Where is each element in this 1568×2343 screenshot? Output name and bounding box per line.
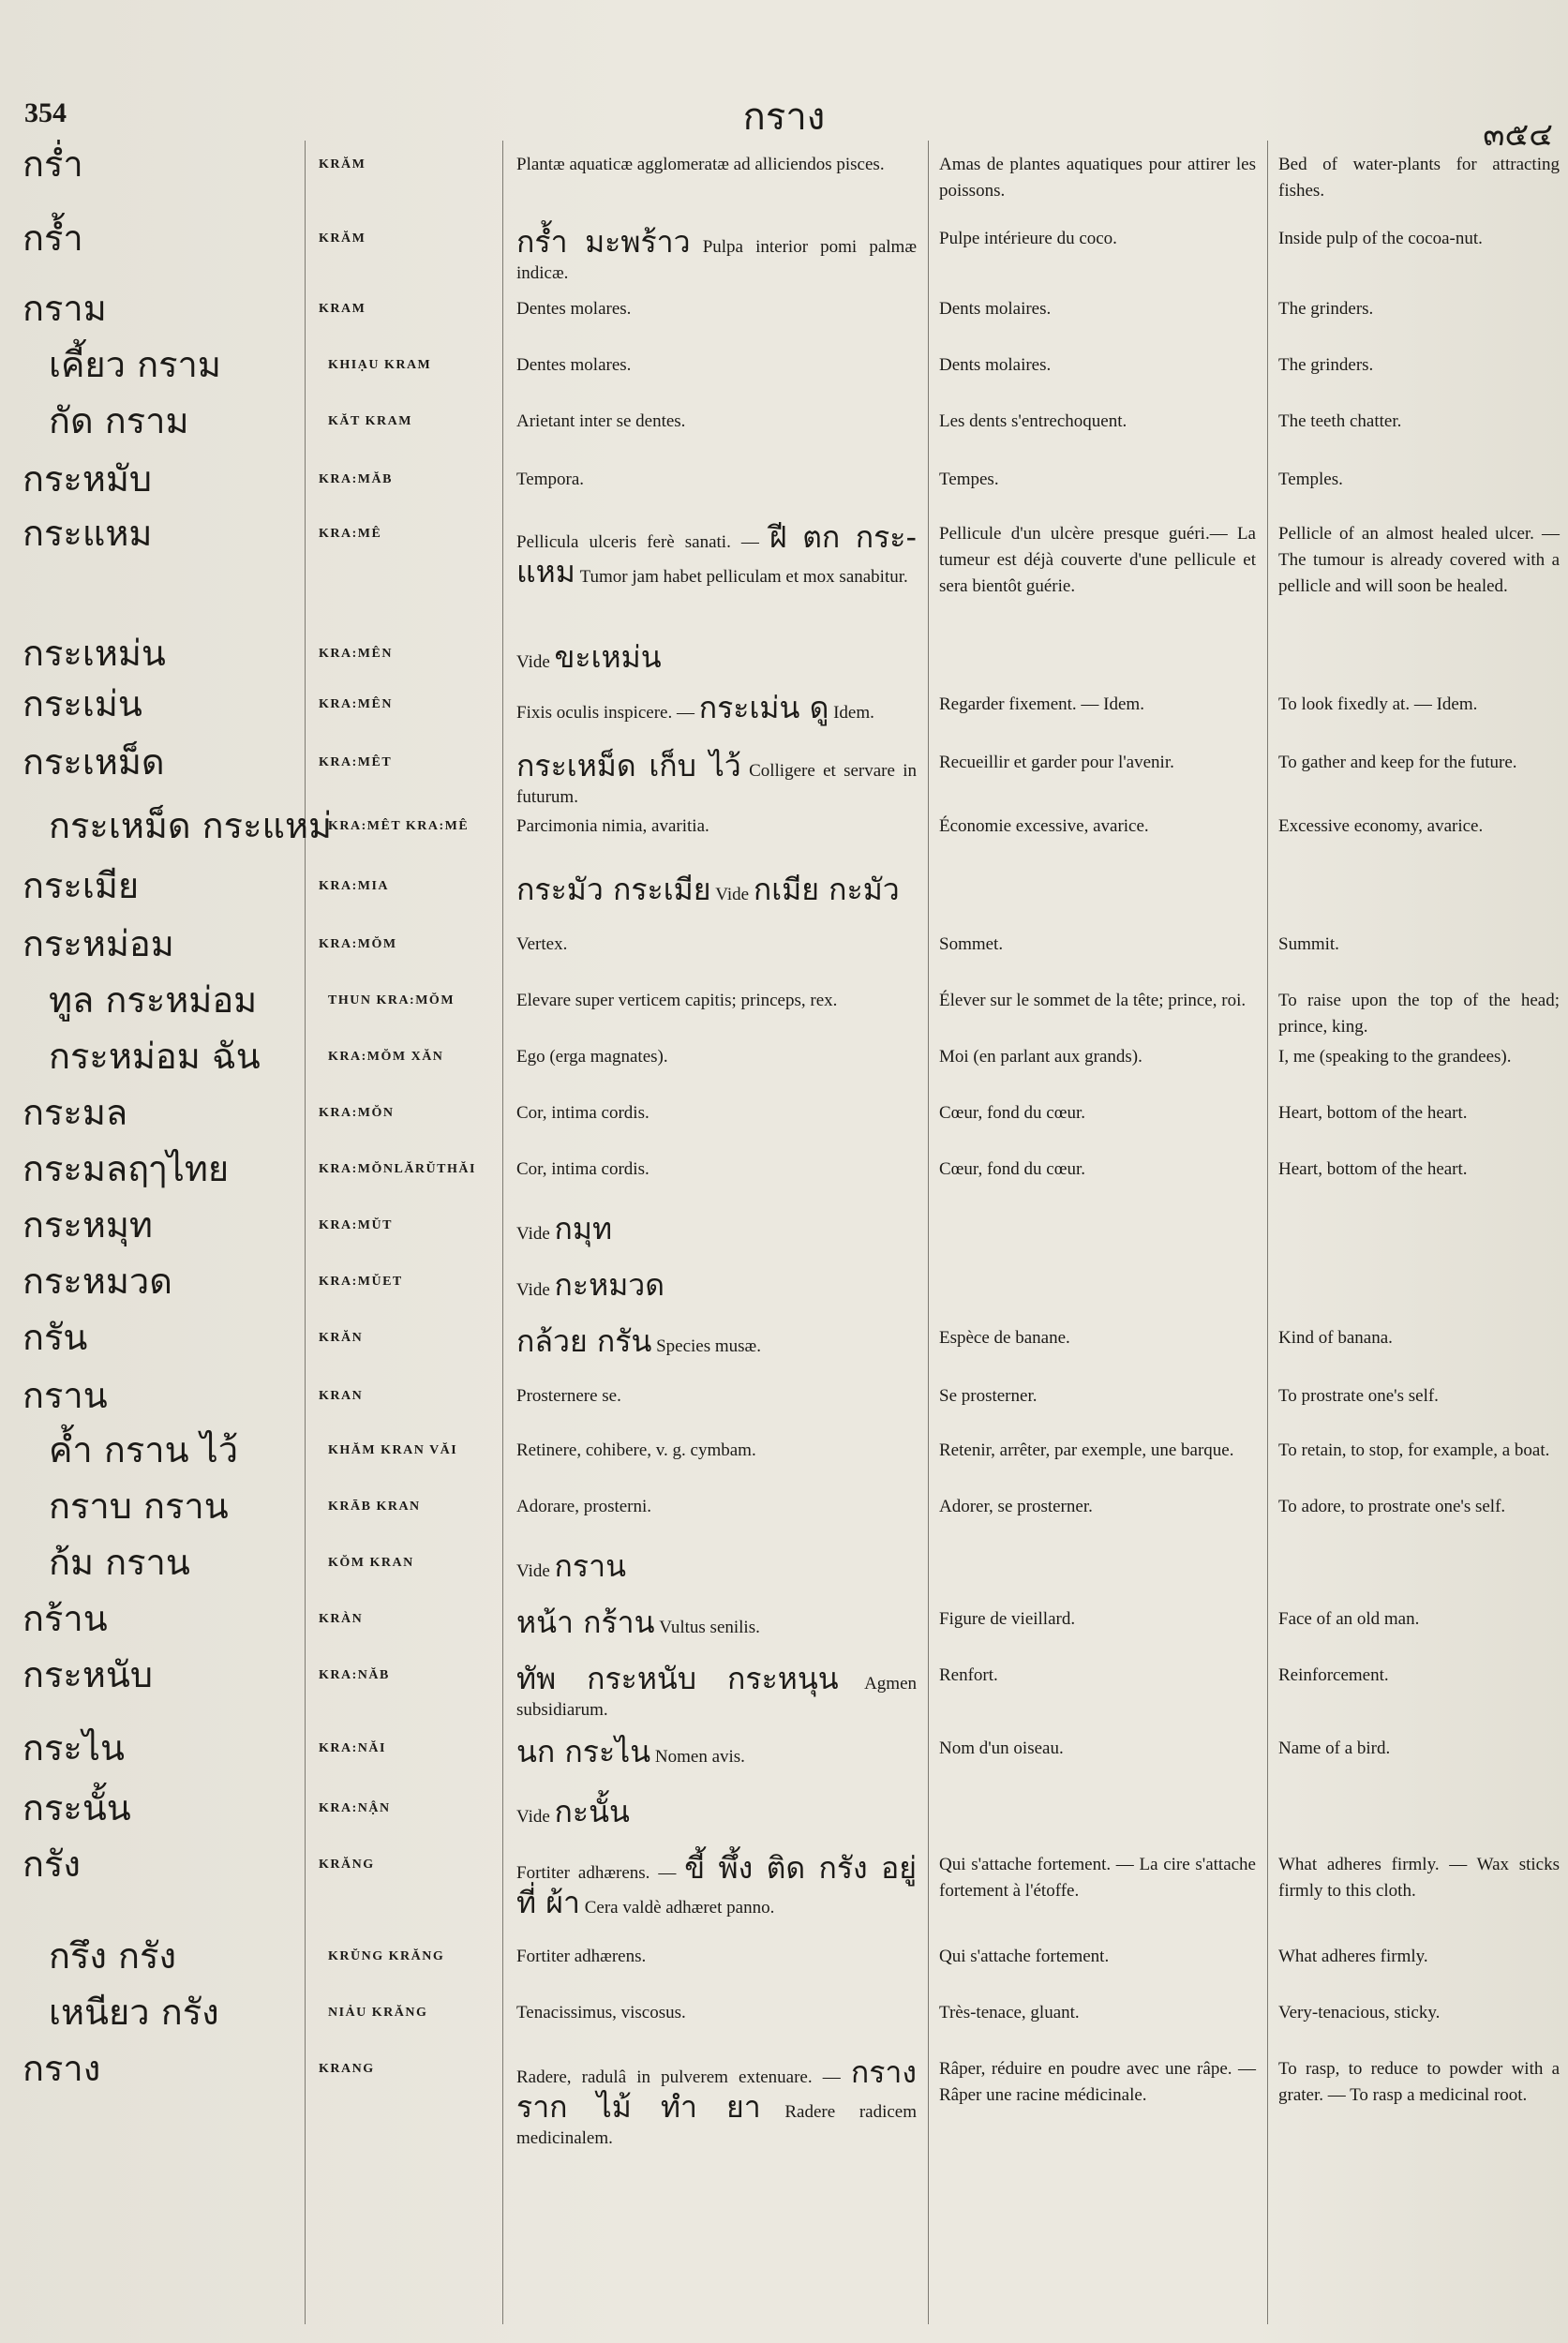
page-number-left: 354 bbox=[24, 97, 67, 128]
entry-transliteration: KHĂM KRAN VĂI bbox=[328, 1443, 458, 1457]
entry-latin bbox=[516, 988, 917, 1014]
entry-transliteration: KRA:NĂB bbox=[319, 1668, 390, 1682]
entry-english: Reinforcement. bbox=[1278, 1665, 1389, 1685]
entry-french: Figure de vieillard. bbox=[939, 1609, 1076, 1629]
entry-transliteration: KRA:MÊN bbox=[319, 697, 393, 711]
entry-french: Qui s'attache fortement. bbox=[939, 1947, 1110, 1966]
entry-transliteration: KRA:NẬN bbox=[319, 1801, 391, 1815]
entry-transliteration: KRŬNG KRĂNG bbox=[328, 1949, 445, 1963]
latin-text: Radere, radulâ in pulverem extenuare. — bbox=[516, 2067, 841, 2087]
latin-text: Fixis oculis inspicere. — bbox=[516, 703, 694, 723]
latin-text: Idem. bbox=[833, 703, 874, 723]
latin-thai-phrase: กระเม่น ดู bbox=[698, 690, 829, 725]
entry-headword: กราบ กราน bbox=[49, 1485, 229, 1527]
latin-text: Agmen subsidiarum. bbox=[516, 1674, 917, 1720]
entry-french: Très-tenace, gluant. bbox=[939, 2003, 1080, 2022]
entry-transliteration: KRA:NĂI bbox=[319, 1741, 386, 1755]
entry-french: Amas de plantes aquatiques pour attirer les poissons. bbox=[939, 155, 1256, 201]
entry-french: Cœur, fond du cœur. bbox=[939, 1159, 1085, 1179]
entry-headword: กระนั้น bbox=[22, 1787, 131, 1828]
latin-text: Tumor jam habet pelliculam et mox sanabitur. bbox=[579, 567, 908, 587]
entry-transliteration: KRA:MŎM XĂN bbox=[328, 1050, 444, 1064]
entry-transliteration: KRA:MÊT bbox=[319, 755, 393, 769]
entry-transliteration: KRA:MÊN bbox=[319, 647, 393, 661]
entry-headword: เหนียว กรัง bbox=[49, 1992, 219, 2033]
entry-french: Adorer, se prosterner. bbox=[939, 1497, 1093, 1516]
latin-thai-phrase: ขี้ พึ้ง ติด กรัง อยู่ ที่ ผ้า bbox=[516, 1850, 918, 1920]
entry-french: Râper, réduire en poudre avec une râpe. — Râper une racine médicinale. bbox=[939, 2059, 1256, 2105]
entry-latin bbox=[516, 1736, 917, 1770]
entry-headword: กระหนับ bbox=[22, 1654, 153, 1695]
latin-text: Vultus senilis. bbox=[659, 1618, 760, 1637]
entry-headword: กราง bbox=[22, 2048, 101, 2089]
entry-transliteration: KĂT KRAM bbox=[328, 414, 412, 428]
latin-text: Parcimonia nimia, avaritia. bbox=[516, 816, 709, 836]
entry-latin bbox=[516, 1383, 917, 1410]
latin-text: Prosternere se. bbox=[516, 1386, 621, 1406]
entry-english: To look fixedly at. — Idem. bbox=[1278, 694, 1478, 714]
entry-headword: กระเหม่น bbox=[22, 633, 166, 674]
latin-thai-phrase: ทัพ กระหนับ กระหนุน bbox=[516, 1661, 839, 1696]
entry-headword: กรัง bbox=[22, 1843, 81, 1885]
entry-latin bbox=[516, 1325, 917, 1360]
latin-text: Cor, intima cordis. bbox=[516, 1103, 650, 1123]
entry-latin bbox=[516, 352, 917, 379]
entry-transliteration: THUN KRA:MŎM bbox=[328, 993, 455, 1007]
latin-text: Elevare super verticem capitis; princeps, rex. bbox=[516, 991, 838, 1010]
entry-latin bbox=[516, 226, 917, 287]
entry-transliteration: KRA:MŎN bbox=[319, 1106, 395, 1120]
latin-thai-phrase: กะนั้น bbox=[554, 1794, 630, 1829]
entry-english: Summit. bbox=[1278, 934, 1339, 954]
latin-thai-phrase: กร้ำ มะพร้าว bbox=[516, 224, 691, 260]
latin-text: Vide bbox=[516, 1280, 550, 1300]
entry-headword: กระหม่อม ฉัน bbox=[49, 1036, 261, 1077]
entry-latin bbox=[516, 1663, 917, 1724]
entry-transliteration: KRANG bbox=[319, 2062, 375, 2076]
entry-french: Dents molaires. bbox=[939, 299, 1052, 319]
latin-thai-phrase: หน้า กร้าน bbox=[516, 1604, 655, 1640]
entry-latin bbox=[516, 1852, 917, 1921]
entry-transliteration: KRĂNG bbox=[319, 1858, 375, 1872]
entry-latin bbox=[516, 1494, 917, 1520]
entry-headword: กระหมุท bbox=[22, 1204, 153, 1246]
entry-english: The grinders. bbox=[1278, 299, 1374, 319]
entry-french: Espèce de banane. bbox=[939, 1328, 1070, 1348]
latin-thai-phrase: ขะเหม่น bbox=[554, 639, 662, 675]
entry-headword: กราน bbox=[22, 1375, 108, 1416]
entry-french: Tempes. bbox=[939, 470, 999, 489]
entry-english: Bed of water-plants for attracting fishes. bbox=[1278, 155, 1560, 201]
entry-english: Kind of banana. bbox=[1278, 1328, 1393, 1348]
entry-headword: กรึง กรัง bbox=[49, 1935, 177, 1977]
column-rule bbox=[1267, 141, 1268, 2324]
column-rule bbox=[305, 141, 306, 2324]
entry-latin bbox=[516, 932, 917, 958]
entry-english: Name of a bird. bbox=[1278, 1739, 1391, 1758]
latin-text: Ego (erga magnates). bbox=[516, 1047, 668, 1067]
entry-latin bbox=[516, 2000, 917, 2026]
entry-latin bbox=[516, 813, 917, 840]
entry-transliteration: KRĀB KRAN bbox=[328, 1500, 421, 1514]
entry-english: To adore, to prostrate one's self. bbox=[1278, 1497, 1506, 1516]
latin-text: Vide bbox=[516, 1807, 550, 1827]
latin-text: Colligere et servare in futurum. bbox=[516, 761, 918, 807]
latin-text: Dentes molares. bbox=[516, 355, 632, 375]
latin-thai-phrase: นก กระไน bbox=[516, 1734, 651, 1769]
latin-text: Fortiter adhærens. — bbox=[516, 1863, 677, 1883]
entry-latin bbox=[516, 692, 917, 726]
entry-english: What adheres firmly. bbox=[1278, 1947, 1428, 1966]
latin-thai-phrase: ฝี ตก กระ-แหม bbox=[516, 519, 918, 589]
entry-transliteration: KRÀN bbox=[319, 1612, 364, 1626]
latin-thai-phrase: กราน bbox=[554, 1548, 626, 1584]
entry-latin bbox=[516, 1796, 917, 1830]
entry-transliteration: KRA:MŎNLĂRŬTHĂI bbox=[319, 1162, 476, 1176]
latin-text: Adorare, prosterni. bbox=[516, 1497, 652, 1516]
entry-headword: กรัน bbox=[22, 1317, 88, 1358]
latin-text: Vide bbox=[715, 885, 750, 904]
entry-headword: ทูล กระหม่อม bbox=[49, 979, 258, 1021]
entry-headword: กราม bbox=[22, 288, 107, 329]
entry-headword: เคี้ยว กราม bbox=[49, 344, 221, 385]
latin-thai-phrase: กล้วย กรัน bbox=[516, 1323, 652, 1359]
entry-latin bbox=[516, 409, 917, 435]
latin-text: Vide bbox=[516, 1561, 550, 1581]
latin-text: Pulpa interior pomi palmæ indicæ. bbox=[516, 237, 917, 283]
latin-thai-phrase: กระมัว กระเมีย bbox=[516, 872, 711, 907]
entry-transliteration: KRĂN bbox=[319, 1331, 364, 1345]
entry-latin bbox=[516, 1944, 917, 1970]
latin-text: Vide bbox=[516, 652, 550, 672]
entry-headword: กระเม่น bbox=[22, 683, 142, 724]
entry-french: Moi (en parlant aux grands). bbox=[939, 1047, 1142, 1067]
entry-english: To rasp, to reduce to powder with a grater. — To rasp a medicinal root. bbox=[1278, 2059, 1560, 2105]
column-rule bbox=[502, 141, 503, 2324]
latin-text: Vertex. bbox=[516, 934, 568, 954]
entry-english: Pellicle of an almost healed ulcer. — The tumour is already covered with a pellicle and will soon be healed. bbox=[1278, 524, 1560, 596]
entry-latin bbox=[516, 1044, 917, 1070]
latin-thai-phrase: กะหมวด bbox=[554, 1267, 665, 1303]
entry-latin bbox=[516, 2056, 917, 2152]
entry-english: Face of an old man. bbox=[1278, 1609, 1420, 1629]
entry-headword: กระไน bbox=[22, 1727, 125, 1768]
entry-headword: กร้ำ bbox=[22, 217, 83, 259]
entry-transliteration: KRA:MIA bbox=[319, 879, 390, 893]
entry-headword: กระหมับ bbox=[22, 458, 153, 500]
entry-transliteration: KRAM bbox=[319, 302, 366, 316]
latin-text: Tempora. bbox=[516, 470, 585, 489]
entry-headword: กระแหม bbox=[22, 513, 153, 554]
entry-english: Temples. bbox=[1278, 470, 1343, 489]
entry-latin bbox=[516, 873, 917, 908]
entry-french: Pellicule d'un ulcère presque guéri.— La tumeur est déjà couverte d'une pellicule et sera bientôt guérie. bbox=[939, 524, 1256, 596]
latin-text: Cor, intima cordis. bbox=[516, 1159, 650, 1179]
entry-headword: กระเหม็ด bbox=[22, 741, 165, 783]
latin-text: Cera valdè adhæret panno. bbox=[584, 1898, 775, 1918]
latin-text: Dentes molares. bbox=[516, 299, 632, 319]
column-rule bbox=[928, 141, 929, 2324]
entry-english: Excessive economy, avarice. bbox=[1278, 816, 1484, 836]
entry-latin bbox=[516, 1438, 917, 1464]
entry-headword: กัด กราม bbox=[49, 400, 189, 441]
latin-text: Radere radicem medicinalem. bbox=[516, 2102, 918, 2148]
entry-french: Économie excessive, avarice. bbox=[939, 816, 1149, 836]
entry-latin bbox=[516, 1157, 917, 1183]
entry-latin bbox=[516, 1606, 917, 1641]
entry-headword: กระเมีย bbox=[22, 865, 140, 906]
entry-english: To prostrate one's self. bbox=[1278, 1386, 1439, 1406]
entry-latin bbox=[516, 1100, 917, 1127]
entry-french: Regarder fixement. — Idem. bbox=[939, 694, 1144, 714]
entry-french: Recueillir et garder pour l'avenir. bbox=[939, 753, 1174, 772]
entry-latin bbox=[516, 1213, 917, 1247]
entry-transliteration: KRAN bbox=[319, 1389, 364, 1403]
entry-headword: กร่ำ bbox=[22, 143, 83, 185]
page-header bbox=[0, 86, 1568, 154]
latin-text: Species musæ. bbox=[656, 1336, 761, 1356]
latin-text: Arietant inter se dentes. bbox=[516, 411, 686, 431]
entry-headword: กระมลฤๅไทย bbox=[22, 1148, 230, 1189]
entry-french: Dents molaires. bbox=[939, 355, 1052, 375]
entry-headword: ก้ม กราน bbox=[49, 1542, 190, 1583]
entry-english: I, me (speaking to the grandees). bbox=[1278, 1047, 1512, 1067]
entry-transliteration: KRA:MŬT bbox=[319, 1218, 393, 1232]
latin-text: Plantæ aquaticæ agglomeratæ ad alliciendos pisces. bbox=[516, 155, 885, 174]
latin-thai-phrase: กเมีย กะมัว bbox=[753, 872, 900, 907]
latin-thai-phrase: กราง ราก ไม้ ทำ ยา bbox=[516, 2054, 918, 2125]
entry-latin bbox=[516, 521, 917, 590]
entry-french: Cœur, fond du cœur. bbox=[939, 1103, 1085, 1123]
latin-text: Fortiter adhærens. bbox=[516, 1947, 647, 1966]
entry-transliteration: KHIẠU KRAM bbox=[328, 358, 432, 372]
latin-text: Nomen avis. bbox=[654, 1747, 745, 1767]
entry-transliteration: KRA:MŬET bbox=[319, 1275, 403, 1289]
entry-french: Qui s'attache fortement. — La cire s'attache fortement à l'étoffe. bbox=[939, 1855, 1256, 1901]
entry-transliteration: KRA:MÊ bbox=[319, 527, 382, 541]
entry-french: Se prosterner. bbox=[939, 1386, 1038, 1406]
entry-french: Élever sur le sommet de la tête; prince, roi. bbox=[939, 991, 1247, 1010]
latin-text: Tenacissimus, viscosus. bbox=[516, 2003, 686, 2022]
entry-english: Inside pulp of the cocoa-nut. bbox=[1278, 229, 1483, 248]
entry-transliteration: KRĂM bbox=[319, 231, 366, 246]
entry-latin bbox=[516, 152, 917, 178]
entry-english: To retain, to stop, for example, a boat. bbox=[1278, 1440, 1550, 1460]
latin-text: Retinere, cohibere, v. g. cymbam. bbox=[516, 1440, 756, 1460]
entry-english: The grinders. bbox=[1278, 355, 1374, 375]
entry-transliteration: KRA:MŎM bbox=[319, 937, 397, 951]
entry-headword: กระมล bbox=[22, 1092, 128, 1133]
entry-headword: กระหมวด bbox=[22, 1261, 172, 1302]
entry-transliteration: KRA:MÊT KRA:MÊ bbox=[328, 819, 470, 833]
entry-transliteration: KŎM KRAN bbox=[328, 1556, 414, 1570]
entry-transliteration: NIẢU KRĂNG bbox=[328, 2006, 428, 2020]
running-head: กราง bbox=[742, 96, 826, 139]
entry-english: To gather and keep for the future. bbox=[1278, 753, 1517, 772]
entry-transliteration: KRA:MĂB bbox=[319, 472, 393, 486]
entry-english: Heart, bottom of the heart. bbox=[1278, 1159, 1468, 1179]
entry-latin bbox=[516, 1550, 917, 1585]
entry-french: Sommet. bbox=[939, 934, 1004, 954]
entry-english: The teeth chatter. bbox=[1278, 411, 1402, 431]
entry-headword: ค้ำ กราน ไว้ bbox=[49, 1429, 239, 1470]
entry-latin bbox=[516, 1269, 917, 1304]
entry-latin bbox=[516, 750, 917, 811]
entry-headword: กระเหม็ด กระแหม่ bbox=[49, 805, 333, 846]
entry-headword: กร้าน bbox=[22, 1598, 108, 1639]
entry-latin bbox=[516, 296, 917, 322]
entry-french: Les dents s'entrechoquent. bbox=[939, 411, 1127, 431]
entry-french: Retenir, arrêter, par exemple, une barque. bbox=[939, 1440, 1234, 1460]
entry-english: Heart, bottom of the heart. bbox=[1278, 1103, 1468, 1123]
latin-text: Pellicula ulceris ferè sanati. — bbox=[516, 532, 759, 552]
entry-latin bbox=[516, 641, 917, 676]
page-number-right: ๓๕๔ bbox=[1483, 116, 1553, 154]
entry-english: Very-tenacious, sticky. bbox=[1278, 2003, 1441, 2022]
entry-french: Pulpe intérieure du coco. bbox=[939, 229, 1117, 248]
latin-thai-phrase: กระเหม็ด เก็บ ไว้ bbox=[516, 748, 741, 783]
entry-headword: กระหม่อม bbox=[22, 923, 174, 964]
entry-transliteration: KRĂM bbox=[319, 157, 366, 172]
entry-english: To raise upon the top of the head; prince, king. bbox=[1278, 991, 1560, 1037]
latin-thai-phrase: กมุท bbox=[554, 1211, 613, 1246]
entry-french: Renfort. bbox=[939, 1665, 998, 1685]
latin-text: Vide bbox=[516, 1224, 550, 1244]
entry-latin bbox=[516, 467, 917, 493]
entry-french: Nom d'un oiseau. bbox=[939, 1739, 1064, 1758]
entry-english: What adheres firmly. — Wax sticks firmly to this cloth. bbox=[1278, 1855, 1560, 1901]
